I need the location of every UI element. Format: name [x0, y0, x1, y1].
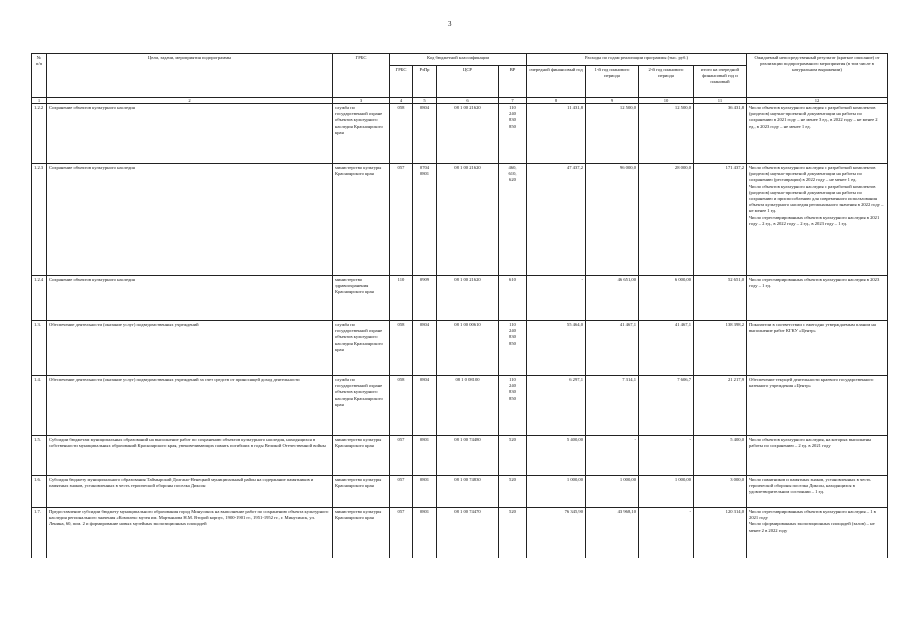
row-num: 1.3. [32, 321, 47, 376]
row-goal: Обеспечение деятельности (оказание услуг) подведомственных учреждений [47, 321, 333, 376]
row-grbs: министерство культуры Красноярского края [333, 508, 390, 558]
row-csr: 08 1 00 74480 [437, 436, 499, 476]
row-csr: 08 1 00 74470 [437, 508, 499, 558]
row-grbs-code: 058 [390, 376, 413, 436]
row-rzpr: 0801 [413, 476, 437, 508]
row-year-total: 171 437,2 [694, 164, 747, 276]
row-year-total: 3 000,0 [694, 476, 747, 508]
row-csr: 08 1 00 21620 [437, 276, 499, 321]
column-index: 6 [437, 98, 499, 104]
column-index: 8 [527, 98, 586, 104]
row-year-current: 6 297,1 [527, 376, 586, 436]
row-num: 1.6. [32, 476, 47, 508]
row-year-plan2: - [639, 436, 694, 476]
row-vr: 110 240 830 850 [499, 376, 527, 436]
row-vr: 110 240 830 850 [499, 104, 527, 164]
header-budget-classification: Код бюджетной классификации [390, 54, 527, 66]
table-row [32, 508, 888, 558]
header-year-plan1: 1-й год планового периода [586, 66, 639, 98]
row-rzpr: 0804 [413, 321, 437, 376]
row-result: Число памятников и памятных знаков, установленных в честь героической обороны поселка Диксон, находящихся в удовлетворительном состоянии – 1 ед. [747, 476, 888, 508]
row-rzpr: 0801 [413, 436, 437, 476]
row-rzpr: 0801 [413, 508, 437, 558]
header-rzpr: РзПр [413, 66, 437, 98]
row-grbs-code: 058 [390, 104, 413, 164]
table-row [32, 321, 888, 376]
row-vr: 460, 610, 620 [499, 164, 527, 276]
row-result: Число объектов культурного наследия с разработкой комплектов (разделов) научно-проектной документации на работы по сохранению в 2021 году – не менее 3 ед., в 2022 году – не менее 2 ед., в 2023 году – не менее 1 ед. [747, 104, 888, 164]
row-year-plan1: 43 968,10 [586, 508, 639, 558]
header-result: Ожидаемый непосредственный результат (краткое описание) от реализации подпрограммного мероприятия (в том числе в натуральном выражении) [747, 54, 888, 98]
row-csr: 08 1 00 00610 [437, 321, 499, 376]
row-year-current: 1 000,00 [527, 476, 586, 508]
row-year-plan1: - [586, 436, 639, 476]
row-vr: 520 [499, 436, 527, 476]
column-index: 12 [747, 98, 888, 104]
row-num: 1.4. [32, 376, 47, 436]
header-num: № п/п [32, 54, 47, 98]
row-rzpr: 0804 [413, 376, 437, 436]
column-index: 1 [32, 98, 47, 104]
table-row [32, 276, 888, 321]
row-year-total: 36 431,8 [694, 104, 747, 164]
row-vr: 520 [499, 508, 527, 558]
row-grbs: служба по государственной охране объектов культурного наследия Красноярского края [333, 104, 390, 164]
row-year-plan2: 28 000,0 [639, 164, 694, 276]
row-num: 1.2.3 [32, 164, 47, 276]
column-index: 5 [413, 98, 437, 104]
row-goal: Предоставление субсидии бюджету муниципального образования город Минусинск на выполнение работ по сохранению объекта культурного наследия регионального значения «Комплекс музея им. Мартьянова Н.М. Второй корпус, 1900-1901 гг., 1951-1952 гг., г. Минусинск, ул. Ленина, 60, пом. 2 и формирование новых музейных экспозиционных площадей [47, 508, 333, 558]
row-year-plan2: 1 000,00 [639, 476, 694, 508]
table-row [32, 164, 888, 276]
row-vr: 110 240 830 850 [499, 321, 527, 376]
row-result: Число объектов культурного наследия, на которых выполнены работы по сохранению – 2 ед. в 2021 году [747, 436, 888, 476]
row-grbs-code: 057 [390, 436, 413, 476]
row-grbs-code: 057 [390, 476, 413, 508]
row-grbs-code: 110 [390, 276, 413, 321]
row-csr: 08 1 0 08100 [437, 376, 499, 436]
header-vr: ВР [499, 66, 527, 98]
row-goal: Обеспечение деятельности (оказание услуг) подведомственных учреждений за счет средств от приносящей доход деятельности [47, 376, 333, 436]
column-index: 3 [333, 98, 390, 104]
header-year-plan2: 2-й год планового периода [639, 66, 694, 98]
table-row [32, 476, 888, 508]
row-rzpr: 0704 0801 [413, 164, 437, 276]
row-result: Число объектов культурного наследия с разработкой комплектов (разделов) научно-проектной документации на работы по сохранению (реставрации) в 2022 году – не менее 1 ед. Число объектов культурного наследия с разработкой комплектов (разделов) научно-проектной документации на работы по сохранению и приспособлению для современного использования объекта культурного наследия регионального значения в 2022 году – не менее 1 ед. Число отреставрированных объектов культурного наследия в 2021 году – 2 ед., в 2022 году – 2 ед., в 2023 году – 1 ед. [747, 164, 888, 276]
row-csr: 08 1 00 21620 [437, 104, 499, 164]
header-grbs: ГРБС [333, 54, 390, 98]
table-row [32, 376, 888, 436]
row-year-total: 120 314,0 [694, 508, 747, 558]
column-index: 9 [586, 98, 639, 104]
row-year-total: 52 651,0 [694, 276, 747, 321]
row-year-current: 5 400,00 [527, 436, 586, 476]
row-year-current: 55 464,0 [527, 321, 586, 376]
row-num: 1.7. [32, 508, 47, 558]
row-year-plan1: 12 500,0 [586, 104, 639, 164]
row-year-plan1: 7 314,1 [586, 376, 639, 436]
row-year-total: 21 217,9 [694, 376, 747, 436]
row-grbs: служба по государственной охране объектов культурного наследия Красноярского края [333, 321, 390, 376]
header-csr: ЦСР [437, 66, 499, 98]
row-goal: Сохранение объектов культурного наследия [47, 104, 333, 164]
table-row [32, 436, 888, 476]
row-result: Обеспечение текущей деятельности краевого государственного казенного учреждения «Центр» [747, 376, 888, 436]
row-grbs: министерство культуры Красноярского края [333, 476, 390, 508]
row-year-plan2: 6 000,00 [639, 276, 694, 321]
row-year-plan1: 1 000,00 [586, 476, 639, 508]
column-index: 10 [639, 98, 694, 104]
header-goals: Цели, задачи, мероприятия подпрограммы [47, 54, 333, 98]
row-year-current: - [527, 276, 586, 321]
row-csr: 08 1 00 21620 [437, 164, 499, 276]
row-grbs-code: 057 [390, 508, 413, 558]
row-num: 1.2.2 [32, 104, 47, 164]
row-goal: Субсидии бюджетам муниципальных образований на выполнение работ по сохранению объектов культурного наследия, находящихся в собственности муниципальных образований Красноярского края, увековечивающих память погибших в годы Великой Отечественной войны [47, 436, 333, 476]
column-index: 4 [390, 98, 413, 104]
row-year-plan1: 46 651,00 [586, 276, 639, 321]
row-year-total: 5 400,0 [694, 436, 747, 476]
row-num: 1.2.4 [32, 276, 47, 321]
header-expenses: Расходы по годам реализации программы (тыс. руб.) [527, 54, 747, 66]
row-result: Число отреставрированных объектов культурного наследия – 1 в 2021 году Число сформированных экспозиционных площадей (залов) – не менее 2 в 2022 году [747, 508, 888, 558]
row-csr: 08 1 00 74830 [437, 476, 499, 508]
row-year-plan2: 41 467,1 [639, 321, 694, 376]
row-grbs: министерство культуры Красноярского края [333, 164, 390, 276]
page-number: 3 [448, 20, 452, 28]
header-year-total: итого на очередной финансовый год и плановый [694, 66, 747, 98]
row-goal: Субсидия бюджету муниципального образования Таймырский Долгано-Ненецкий муниципальный район на содержание памятников и памятных знаков, установленных в честь героической обороны поселка Диксон [47, 476, 333, 508]
row-num: 1.5. [32, 436, 47, 476]
row-year-total: 138 398,2 [694, 321, 747, 376]
row-year-plan2: 12 500,0 [639, 104, 694, 164]
row-year-plan1: 41 467,1 [586, 321, 639, 376]
row-rzpr: 0804 [413, 104, 437, 164]
row-rzpr: 0909 [413, 276, 437, 321]
row-vr: 520 [499, 476, 527, 508]
column-index: 2 [47, 98, 333, 104]
row-year-plan2: - [639, 508, 694, 558]
row-year-current: 47 437,2 [527, 164, 586, 276]
row-grbs: министерство здравоохранения Красноярского края [333, 276, 390, 321]
row-result: Число отреставрированных объектов культурного наследия в 2023 году – 1 ед. [747, 276, 888, 321]
table-row [32, 104, 888, 164]
row-result: Показатели в соответствии с ежегодно утверждаемым планом на выполнение работ КГКУ «Центр» [747, 321, 888, 376]
row-year-current: 11 431,8 [527, 104, 586, 164]
row-grbs-code: 058 [390, 321, 413, 376]
row-year-plan2: 7 606,7 [639, 376, 694, 436]
row-goal: Сохранение объектов культурного наследия [47, 164, 333, 276]
row-grbs: министерство культуры Красноярского края [333, 436, 390, 476]
column-index: 11 [694, 98, 747, 104]
header-grbs-code: ГРБС [390, 66, 413, 98]
header-year-current: очередной финансовый год [527, 66, 586, 98]
row-grbs: служба по государственной охране объектов культурного наследия Красноярского края [333, 376, 390, 436]
row-grbs-code: 057 [390, 164, 413, 276]
program-table [31, 53, 888, 558]
column-index: 7 [499, 98, 527, 104]
row-vr: 610 [499, 276, 527, 321]
row-goal: Сохранение объектов культурного наследия [47, 276, 333, 321]
row-year-current: 76 345,90 [527, 508, 586, 558]
row-year-plan1: 96 000,0 [586, 164, 639, 276]
